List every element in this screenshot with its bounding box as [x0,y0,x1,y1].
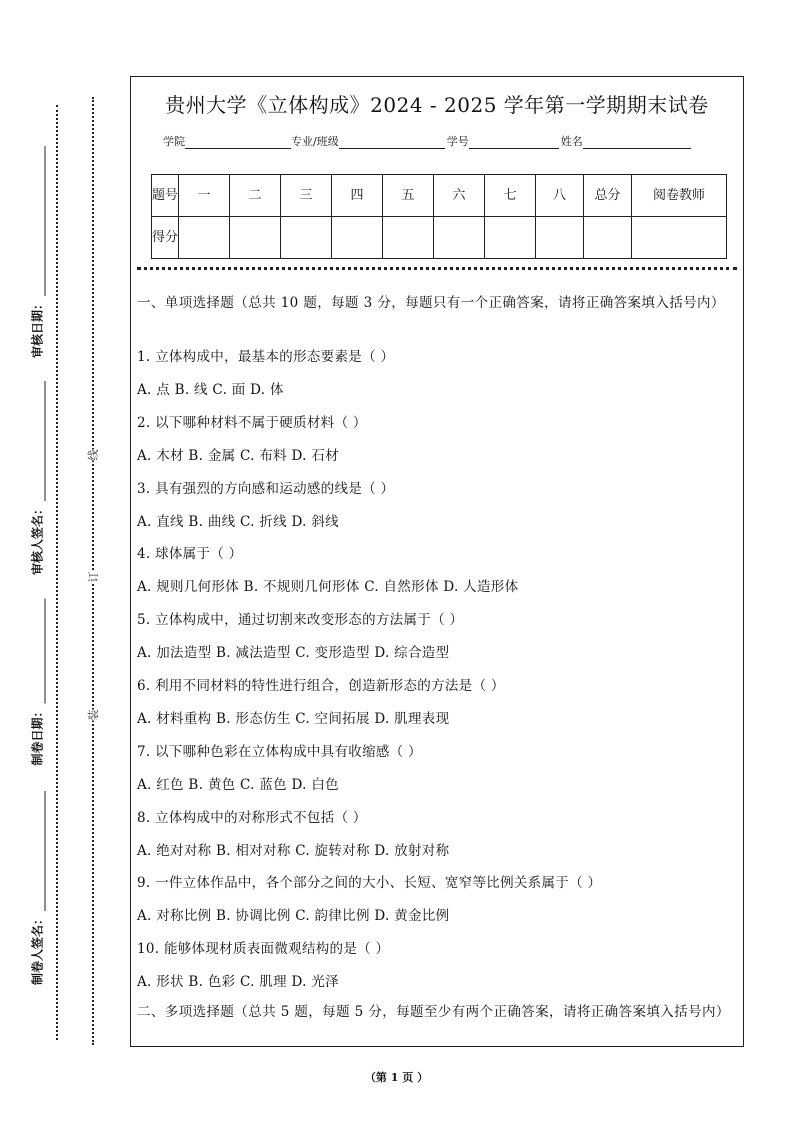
field-label: 审核日期： [30,297,45,359]
table-row [152,175,727,217]
answer-options: A. 材料重构 B. 形态仿生 C. 空间拓展 D. 肌理表现 [137,710,450,727]
question-text: 9. 一件立体作品中，各个部分之间的大小、长短、宽窄等比例关系属于（ ） [137,875,602,892]
score-table [151,174,727,259]
answer-options: A. 直线 B. 曲线 C. 折线 D. 斜线 [137,513,339,530]
score-cell[interactable] [632,217,727,259]
table-header-cell: 三 [281,175,332,217]
field-label: 专业/班级 [291,135,339,148]
name-field[interactable] [583,136,691,149]
score-cell[interactable] [584,217,632,259]
major-class-field[interactable] [339,136,445,149]
binding-mark: 装 [87,709,100,721]
field-label: 审核人签名： [30,502,45,576]
field-label: 制卷日期： [30,705,45,766]
table-header-cell: 六 [434,175,485,217]
answer-options: A. 木材 B. 金属 C. 布料 D. 石材 [137,447,339,464]
score-cell[interactable] [536,217,584,259]
answer-options: A. 加法造型 B. 减法造型 C. 变形造型 D. 综合造型 [137,645,450,662]
score-cell[interactable] [230,217,281,259]
dotted-divider [137,267,737,270]
answer-options: A. 规则几何形体 B. 不规则几何形体 C. 自然形体 D. 人造形体 [137,579,519,596]
field-underline [35,381,46,501]
field-underline [35,598,46,703]
answer-options: A. 点 B. 线 C. 面 D. 体 [137,381,284,398]
score-cell[interactable] [179,217,230,259]
exam-frame [130,76,744,1047]
score-cell[interactable] [434,217,485,259]
student-info [163,133,691,149]
answer-options: A. 对称比例 B. 协调比例 C. 韵律比例 D. 黄金比例 [137,908,450,925]
question-text: 3. 具有强烈的方向感和运动感的线是（ ） [137,480,395,497]
table-header-cell: 七 [485,175,536,217]
section-heading: 二、多项选择题（总共 5 题，每题 5 分，每题至少有两个正确答案，请将正确答案填入括号内） [137,1004,730,1020]
field-underline [35,791,46,911]
question-text: 7. 以下哪种色彩在立体构成中具有收缩感（ ） [137,743,422,760]
question-text: 2. 以下哪种材料不属于硬质材料（ ） [137,414,367,431]
binding-mark: 线 [87,449,100,461]
field-label: 学院 [163,135,185,148]
field-label: 姓名 [560,135,583,148]
question-text: 10. 能够体现材质表面微观结构的是（ ） [137,941,390,958]
field-underline [35,146,46,296]
answer-options: A. 红色 B. 黄色 C. 蓝色 D. 白色 [137,776,339,793]
table-header-cell: 四 [332,175,383,217]
answer-options: A. 形状 B. 色彩 C. 肌理 D. 光泽 [137,974,339,991]
table-header-cell: 总分 [584,175,632,217]
compile-date-field [29,598,46,765]
question-text: 6. 利用不同材料的特性进行组合，创造新形态的方法是（ ） [137,678,505,694]
college-field[interactable] [185,136,291,149]
review-date-field [29,146,46,358]
score-cell[interactable] [485,217,536,259]
table-row [152,217,727,259]
section-heading: 一、单项选择题（总共 10 题，每题 3 分，每题只有一个正确答案，请将正确答案填入括号内） [137,295,725,311]
table-header-cell: 题号 [152,175,179,217]
field-label: 制卷人签名： [30,912,45,986]
score-cell[interactable] [332,217,383,259]
table-header-cell: 八 [536,175,584,217]
table-header-cell: 阅卷教师 [632,175,727,217]
score-cell[interactable] [281,217,332,259]
table-row-label: 得分 [152,217,179,259]
compiler-signature-field [29,791,46,985]
question-text: 5. 立体构成中，通过切割来改变形态的方法属于（ ） [137,612,464,629]
page-number: （第 1 页 ） [364,1071,429,1084]
table-header-cell: 五 [383,175,434,217]
table-header-cell: 一 [179,175,230,217]
page-title: 贵州大学《立体构成》2024 - 2025 学年第一学期期末试卷 [165,93,709,117]
binding-mark: 订 [87,571,100,583]
question-text: 8. 立体构成中的对称形式不包括（ ） [137,809,367,826]
field-label: 学号 [446,135,469,148]
student-id-field[interactable] [469,136,559,149]
question-text: 1. 立体构成中，最基本的形态要素是（ ） [137,349,395,365]
table-header-cell: 二 [230,175,281,217]
answer-options: A. 绝对对称 B. 相对对称 C. 旋转对称 D. 放射对称 [137,842,450,859]
reviewer-signature-field [29,381,46,575]
binding-dotted-line-outer [56,105,58,1040]
score-cell[interactable] [383,217,434,259]
question-text: 4. 球体属于（ ） [137,546,243,563]
